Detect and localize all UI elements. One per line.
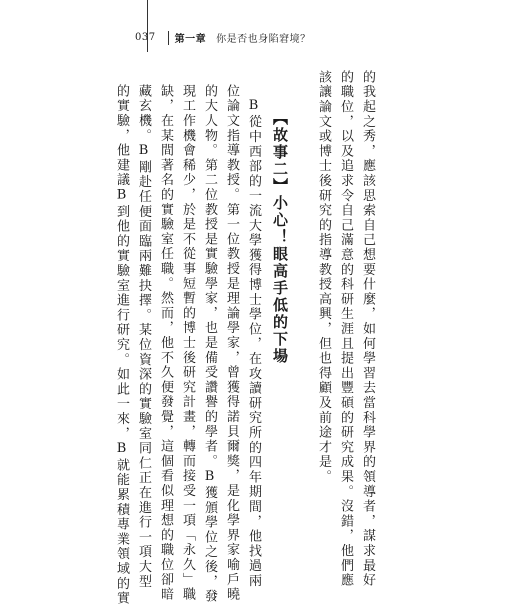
text-column: 的我起之秀，應該思索自己想要什麼，如何學習去當科學界的領導者，謀求最好 xyxy=(360,70,375,588)
chapter-title: 你是否也身陷窘境？ xyxy=(216,34,311,45)
chapter-label: 第一章 xyxy=(174,34,207,45)
text-column: 現工作機會稀少，於是不從事短暫的博士後研究計畫，轉而接受一項「永久」職 xyxy=(180,84,195,602)
text-column: 位論文指導教授。第一位教授是理論學家，曾獲得諾貝爾獎，是化學界家喻戶曉 xyxy=(224,84,239,602)
text-column: 缺，在某間著名的實驗室任職。然而，他不久便發覺，這個看似理想的職位卻暗 xyxy=(158,84,173,602)
header-separator xyxy=(168,31,169,45)
text-column: 的職位，以及追求令自己滿意的科研生涯且提出豐碩的研究成果。沒錯，他們應 xyxy=(338,70,353,588)
text-column: 的大人物。第二位教授是實驗學家，也是備受讚譽的學者。B獲頒學位之後，發 xyxy=(202,84,217,604)
text-column: B從中西部的一流大學獲得博士學位，在攻讀研究所的四年期間，他找過兩 xyxy=(246,98,261,589)
text-column: 藏玄機。B剛赴任便面臨兩難抉擇。某位資深的實驗室同仁正在進行一項大型 xyxy=(136,84,151,590)
text-column: 的實驗，他建議B到他的實驗室進行研究。如此一來，B就能累積專業領域的實 xyxy=(114,84,129,606)
text-column: 該讓論文或博士後研究的指導教授高興，但也得顧及前途才是。 xyxy=(316,70,331,485)
page-number: 037 xyxy=(135,32,156,43)
running-header xyxy=(135,30,311,45)
story-heading: 【故事二】小心！眼高手低的下場 xyxy=(271,110,289,365)
